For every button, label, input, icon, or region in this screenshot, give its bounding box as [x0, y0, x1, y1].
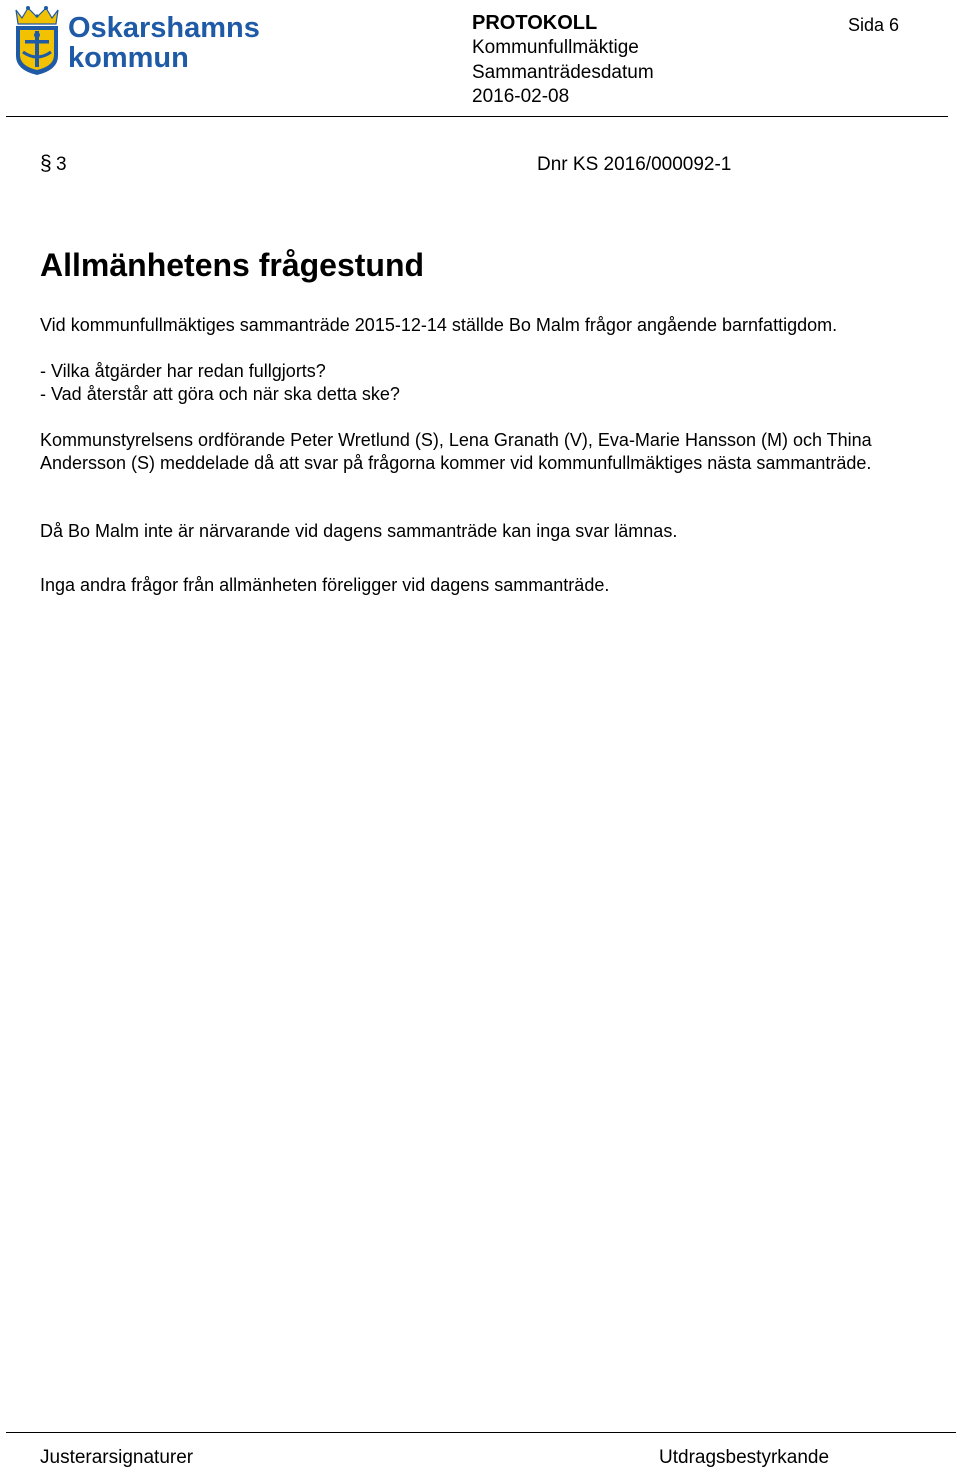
crown-icon — [16, 6, 58, 24]
paragraph-intro: Vid kommunfullmäktiges sammanträde 2015-12-14 ställde Bo Malm frågor angående barnfattigdom. — [40, 315, 838, 335]
question-2: - Vad återstår att göra och när ska detta ske? — [40, 384, 400, 404]
paragraph-response: Kommunstyrelsens ordförande Peter Wretlund (S), Lena Granath (V), Eva-Marie Hansson (M) och Thina Andersson (S) meddelade då att svar på frågorna kommer vid kommunfullmäktiges nästa sammanträde. — [40, 430, 872, 473]
paragraph-absence: Då Bo Malm inte är närvarande vid dagens sammanträde kan inga svar lämnas. — [40, 521, 678, 541]
footer-divider — [6, 1432, 956, 1433]
header-divider — [6, 116, 948, 117]
meeting-body: Kommunfullmäktige — [472, 37, 639, 58]
page-number: Sida 6 — [848, 15, 900, 35]
logo-text-line2: kommun — [68, 42, 189, 74]
coat-of-arms-icon — [16, 26, 58, 75]
paragraph-symbol: § — [40, 152, 52, 175]
paragraph-closing: Inga andra frågor från allmänheten föreligger vid dagens sammanträde. — [40, 575, 610, 595]
diary-number: Dnr KS 2016/000092-1 — [537, 154, 732, 175]
logo-text-line1: Oskarshamns — [68, 12, 260, 44]
meeting-date: 2016-02-08 — [472, 86, 570, 107]
question-1: - Vilka åtgärder har redan fullgjorts? — [40, 361, 326, 381]
footer-signatures-label: Justerarsignaturer — [40, 1447, 194, 1468]
municipality-logo — [12, 4, 262, 76]
page-title: Allmänhetens frågestund — [40, 247, 425, 283]
document-type: PROTOKOLL — [472, 12, 598, 34]
paragraph-number: 3 — [56, 154, 67, 175]
footer-certification-label: Utdragsbestyrkande — [659, 1447, 830, 1468]
date-label: Sammanträdesdatum — [472, 62, 654, 83]
